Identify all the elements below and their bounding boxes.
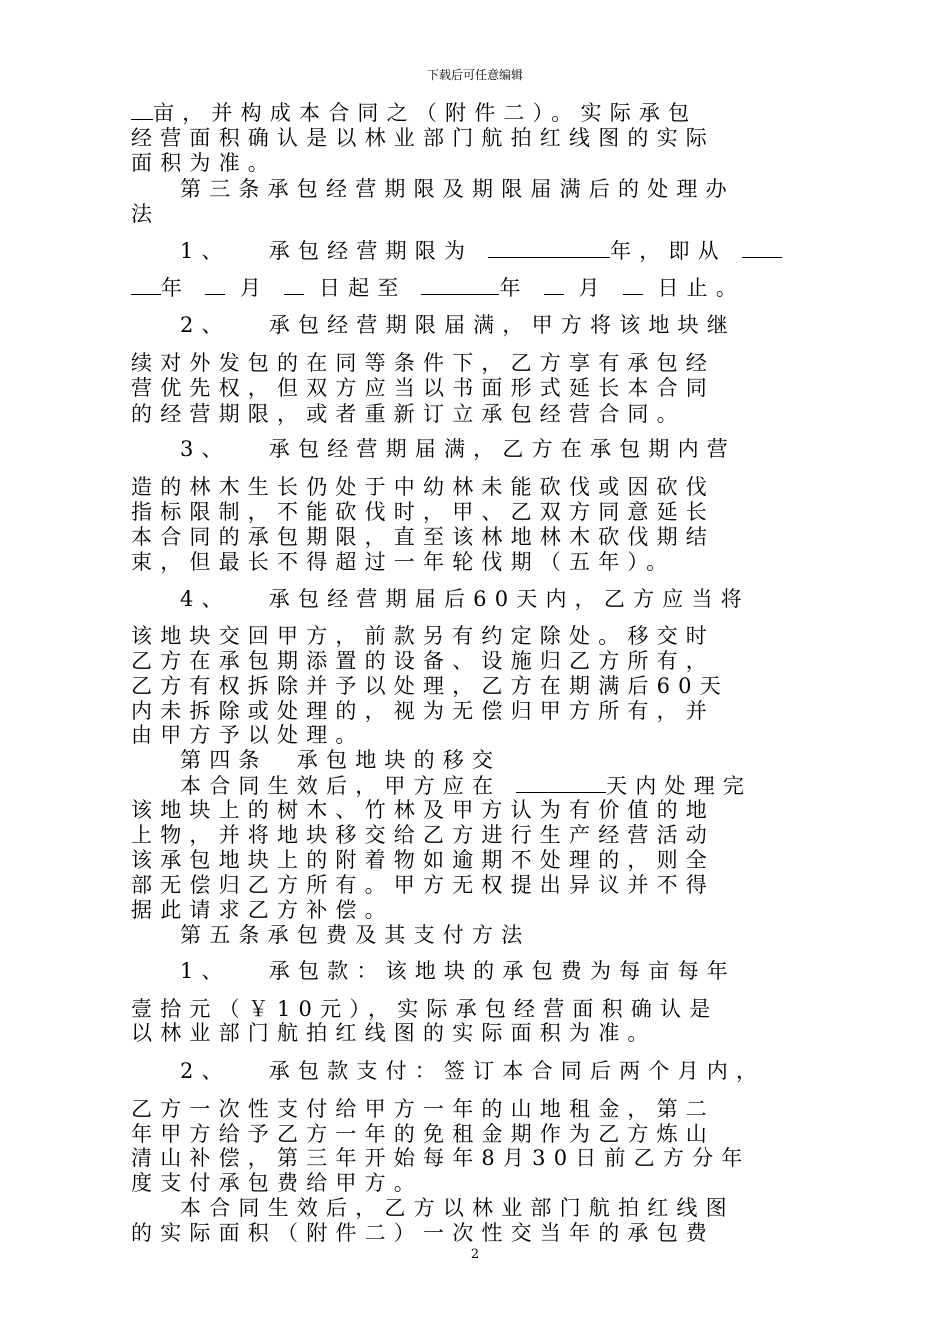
fill-blank	[544, 274, 564, 295]
text-line: 壹拾元（￥10元），实际承包经营面积确认是	[131, 997, 719, 1021]
text-line: 本合同生效后，乙方以林业部门航拍红线图	[180, 1196, 735, 1220]
clause-line: 1、 承包经营期限为 年，即从	[180, 237, 870, 264]
clause-line: 3、 承包经营期届满，乙方在承包期内营	[180, 437, 736, 461]
clause-line: 1、 承包款：该地块的承包费为每亩每年	[180, 959, 736, 983]
text-line: 清山补偿，第三年开始每年8月30日前乙方分年	[131, 1146, 751, 1170]
text-line: 营优先权，但双方应当以书面形式延长本合同	[131, 376, 715, 400]
page-header: 下载后可任意编辑	[426, 68, 523, 82]
clause-line: 2、 承包款支付：签订本合同后两个月内，	[180, 1059, 766, 1083]
clause-line: 4、 承包经营期届后60天内，乙方应当将	[180, 587, 750, 611]
page-number: 2	[470, 1247, 480, 1262]
text-line: 上物，并将地块移交给乙方进行生产经营活动	[131, 823, 715, 847]
text-line: 法	[131, 202, 161, 226]
text-line: 造的林木生长仍处于中幼林未能砍伐或因砍伐	[131, 475, 715, 499]
text-line: 该地块交回甲方，前款另有约定除处。移交时	[131, 624, 715, 648]
text-line: 乙方有权拆除并予以处理，乙方在期满后60天	[131, 674, 729, 698]
text-line: 指标限制，不能砍伐时，甲、乙双方同意延长	[131, 500, 715, 524]
fill-blank	[623, 274, 643, 295]
text-line: 年甲方给予乙方一年的免租金期作为乙方炼山	[131, 1122, 715, 1146]
text-line: 面积为准。	[131, 151, 277, 175]
text-line: 年 月 日起至 年 月 日止。	[131, 274, 821, 301]
article-heading: 第三条承包经营期限及期限届满后的处理办	[180, 177, 735, 201]
text-line: 本合同的承包期限，直至该林地林木砍伐期结	[131, 525, 715, 549]
article-heading: 第五条承包费及其支付方法	[180, 923, 531, 947]
text-line: 经营面积确认是以林业部门航拍红线图的实际	[131, 126, 715, 150]
fill-blank	[421, 274, 499, 295]
text-line: 的实际面积（附件二）一次性交当年的承包费	[131, 1221, 715, 1245]
text-line: 乙方一次性支付给甲方一年的山地租金，第二	[131, 1097, 715, 1121]
text-line: 以林业部门航拍红线图的实际面积为准。	[131, 1021, 657, 1045]
text-line: 由甲方予以处理。	[131, 723, 365, 747]
fill-blank	[131, 274, 161, 295]
fill-blank	[488, 237, 610, 258]
text-line: 部无偿归乙方所有。甲方无权提出异议并不得	[131, 873, 715, 897]
fill-blank	[131, 99, 153, 120]
text-line: 内未拆除或处理的，视为无偿归甲方所有，并	[131, 699, 715, 723]
fill-blank	[516, 772, 606, 793]
fill-blank	[284, 274, 304, 295]
text-line: 该地块上的树木、竹林及甲方认为有价值的地	[131, 798, 715, 822]
article-heading: 第四条 承包地块的移交	[180, 748, 502, 772]
clause-line: 2、 承包经营期限届满，甲方将该地块继	[180, 313, 736, 337]
text-line: 本合同生效后，甲方应在 天内处理完	[180, 774, 753, 798]
text-line: 该承包地块上的附着物如逾期不处理的，则全	[131, 848, 715, 872]
fill-blank	[742, 237, 782, 258]
text-line: 度支付承包费给甲方。	[131, 1171, 423, 1195]
text-line: 亩，并构成本合同之（附件二）。实际承包	[131, 99, 821, 126]
text-line: 据此请求乙方补偿。	[131, 898, 394, 922]
text-line: 乙方在承包期添置的设备、设施归乙方所有，	[131, 649, 715, 673]
text-line: 续对外发包的在同等条件下，乙方享有承包经	[131, 351, 715, 375]
text-line: 的经营期限，或者重新订立承包经营合同。	[131, 402, 686, 426]
text-line: 束，但最长不得超过一年轮伐期（五年）。	[131, 550, 676, 574]
fill-blank	[205, 274, 225, 295]
